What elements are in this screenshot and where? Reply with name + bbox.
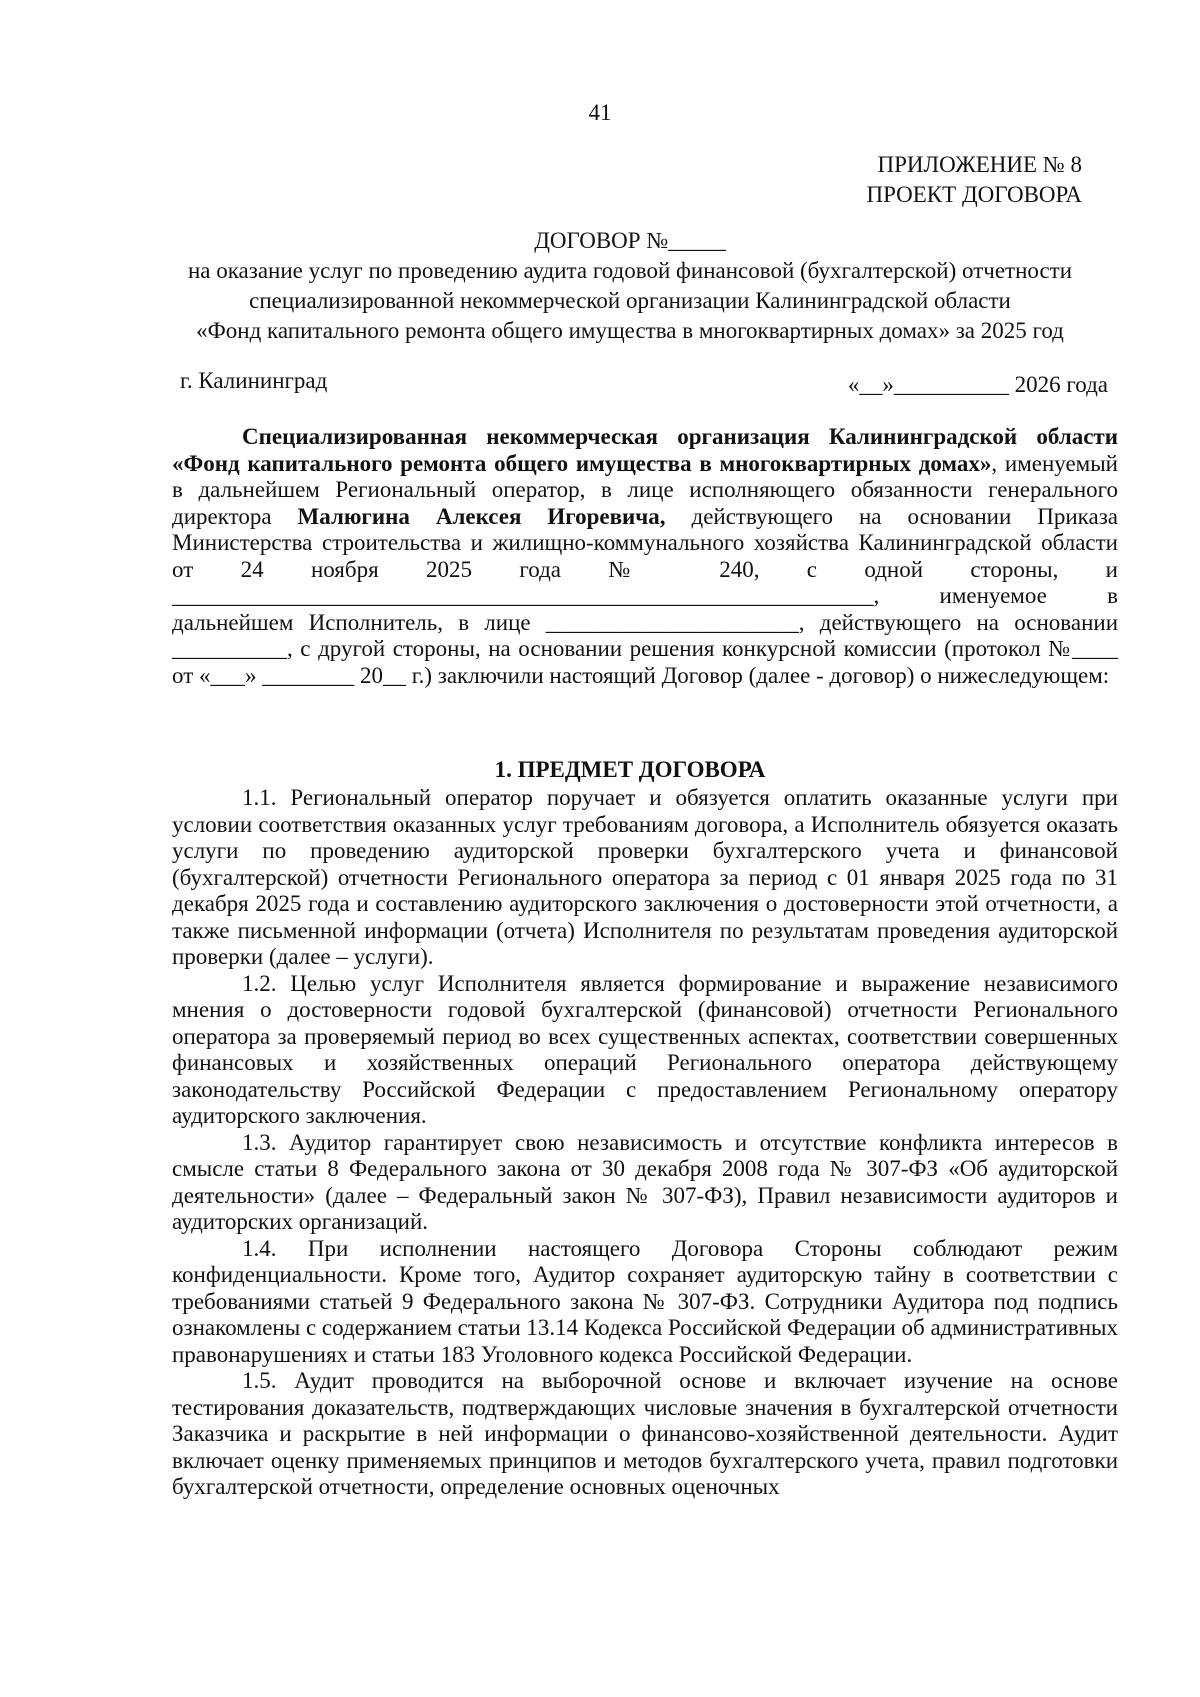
- clause-1-5: 1.5. Аудит проводится на выборочной основе и включает изучение на основе тестирования доказательств, подтверждающих числовые значения в бухгалтерской отчетности Заказчика и раскрытие в ней информации о финансово-хозяйственной деятельности. Аудит включает оценку применяемых принципов и методов бухгалтерского учета, правил подготовки бухгалтерской отчетности, определение основных оценочных: [172, 1368, 1118, 1499]
- intro-text-2: действующего на основании Приказа Министерства строительства и жилищно-коммунального хозяйства Калининградской области от 24 ноября 2025 года № 240, с одной стороны, и _____________________________________________________________, именуемое в дальнейшем Исполнитель, в лице ______________________, действующего на основании __________, с другой стороны, на основании решения конкурсной комиссии (протокол №____ от «___» ________ 20__ г.) заключили настоящий Договор (далее - договор) о нижеследующем:: [172, 503, 1119, 688]
- page-number: 41: [588, 100, 612, 125]
- appendix-number: ПРИЛОЖЕНИЕ № 8: [877, 152, 1082, 177]
- parties-paragraph: [172, 424, 1118, 689]
- appendix-label: [866, 150, 1082, 210]
- contract-heading: ДОГОВОР №_____: [534, 228, 726, 253]
- clause-1-2: 1.2. Целью услуг Исполнителя является формирование и выражение независимого мнения о достоверности годовой бухгалтерской (финансовой) отчетности Регионального оператора за проверяемый период во всех существенных аспектах, соответствии совершенных финансовых и хозяйственных операций Регионального оператора действующему законодательству Российской Федерации с предоставлением Региональному оператору аудиторского заключения.: [172, 970, 1118, 1128]
- contract-title: [150, 226, 1110, 346]
- contract-title-line-3: «Фонд капитального ремонта общего имущества в многоквартирных домах» за 2025 год: [196, 318, 1064, 343]
- clause-1-3: 1.3. Аудитор гарантирует свою независимость и отсутствие конфликта интересов в смысле статьи 8 Федерального закона от 30 декабря 2008 года № 307-ФЗ «Об аудиторской деятельности» (далее – Федеральный закон № 307-ФЗ), Правил независимости аудиторов и аудиторских организаций.: [172, 1129, 1118, 1234]
- intro-text-1: , именуемый в дальнейшем Региональный оператор, в лице исполняющего обязанности генерального директора: [172, 450, 1118, 529]
- section-1-heading: 1. ПРЕДМЕТ ДОГОВОРА: [494, 757, 766, 782]
- director-name: Малюгина Алексея Игоревича,: [297, 503, 666, 529]
- contract-title-line-1: на оказание услуг по проведению аудита годовой финансовой (бухгалтерской) отчетности: [187, 258, 1073, 283]
- contract-date: «__»__________ 2026 года: [847, 372, 1108, 397]
- clause-1-4: 1.4. При исполнении настоящего Договора Стороны соблюдают режим конфиденциальности. Кроме того, Аудитор сохраняет аудиторскую тайну в соответствии с требованиями статьей 9 Федерального закона № 307-ФЗ. Сотрудники Аудитора под подпись ознакомлены с содержанием статьи 13.14 Кодекса Российской Федерации об административных правонарушениях и статьи 183 Уголовного кодекса Российской Федерации.: [172, 1235, 1118, 1367]
- contract-title-line-2: специализированной некоммерческой организации Калининградской области: [249, 288, 1011, 313]
- appendix-subtitle: ПРОЕКТ ДОГОВОРА: [866, 182, 1082, 207]
- contract-place: г. Калининград: [180, 368, 328, 393]
- section-1-clauses: [172, 785, 1118, 1501]
- organization-name: Специализированная некоммерческая организация Калининградской области «Фонд капитального ремонта общего имущества в многоквартирных домах»: [172, 424, 1118, 476]
- clause-1-1: 1.1. Региональный оператор поручает и обязуется оплатить оказанные услуги при условии соответствия оказанных услуг требованиям договора, а Исполнитель обязуется оказать услуги по проведению аудиторской проверки бухгалтерского учета и финансовой (бухгалтерской) отчетности Регионального оператора за период с 01 января 2025 года по 31 декабря 2025 года и составлению аудиторского заключения о достоверности этой отчетности, а также письменной информации (отчета) Исполнителя по результатам проведения аудиторской проверки (далее – услуги).: [172, 785, 1118, 969]
